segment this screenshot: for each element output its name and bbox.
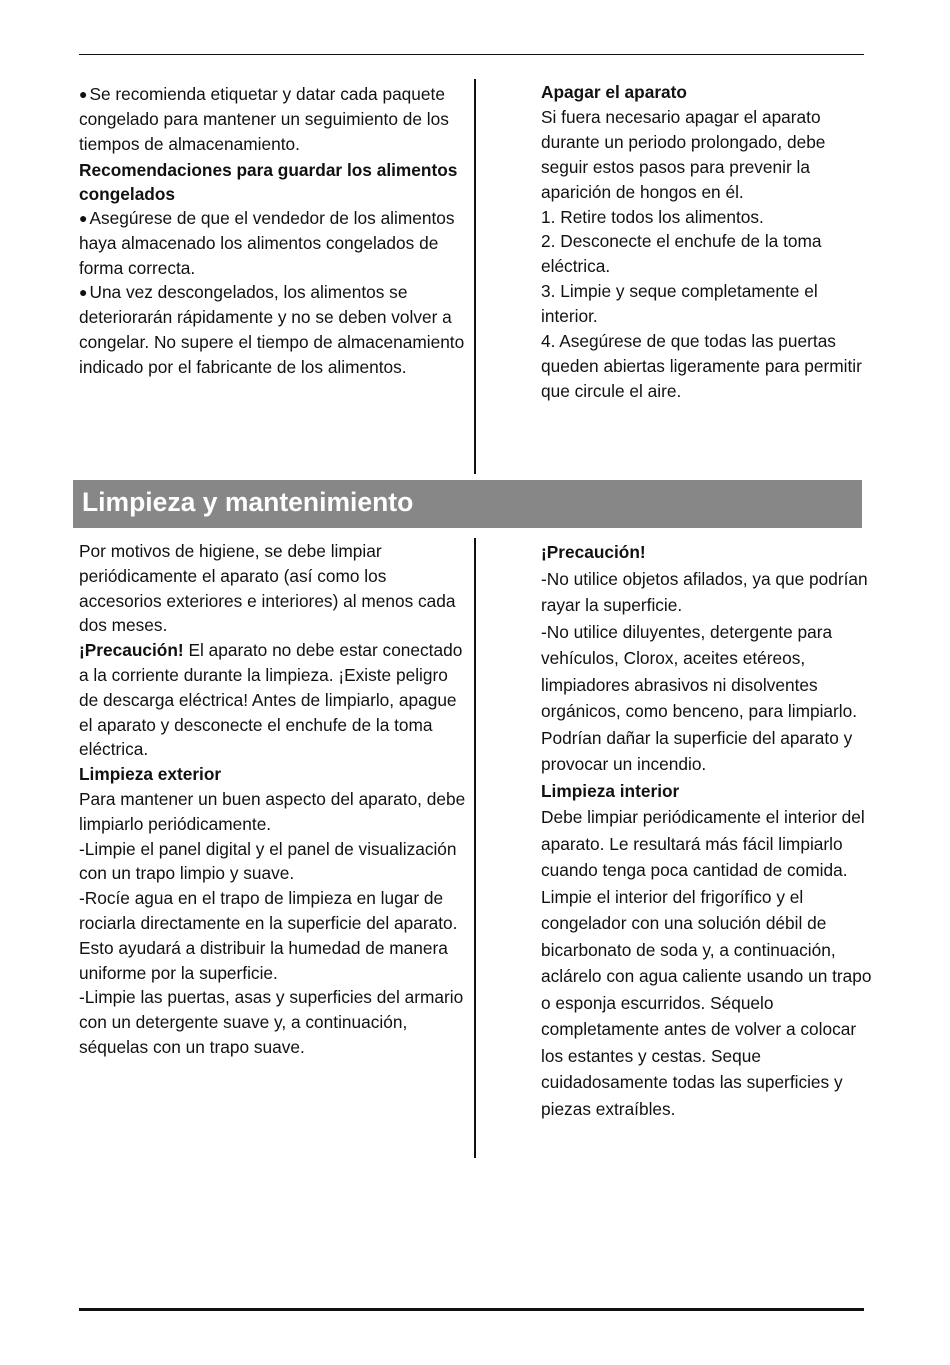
exterior-item: -Limpie el panel digital y el panel de visualización con un trapo limpio y suave.	[79, 838, 457, 884]
thaw-tip-paragraph	[79, 280, 471, 380]
bullet-icon: ●	[79, 209, 88, 226]
label-tip-paragraph	[79, 82, 471, 157]
interior-text: Debe limpiar periódicamente el interior del aparato. Le resultará más fácil limpiarlo cuando tenga poca cantidad de comida. Limpie el interior del frigorífico y el congelador con una solución débil de bicarbonato de soda y, a continuación, aclárelo con agua caliente usando un trapo o esponja escurridos. Séquelo completamente antes de volver a colocar los estantes y cestas. Seque cuidadosamente todas las superficies y piezas extraíbles.	[541, 807, 872, 1119]
cleaning-column-left	[79, 539, 471, 1060]
section-title: Limpieza y mantenimiento	[82, 487, 414, 517]
section-banner	[73, 480, 862, 528]
switch-off-intro: Si fuera necesario apagar el aparato durante un periodo prolongado, debe seguir estos pasos para prevenir la aparición de hongos en él.	[541, 106, 826, 202]
hygiene-intro: Por motivos de higiene, se debe limpiar periódicamente el aparato (así como los accesorios exteriores e interiores) al menos cada dos meses.	[79, 541, 456, 636]
column-divider	[474, 538, 476, 1158]
caution-paragraph	[79, 638, 471, 762]
cleaning-column-right	[541, 539, 876, 1122]
bullet-icon: ●	[79, 86, 88, 102]
switch-off-heading: Apagar el aparato	[541, 82, 687, 102]
caution-text: El aparato no debe estar conectado a la corriente durante la limpieza. ¡Existe peligro de descarga eléctrica! Antes de limpiarlo, apague el aparato y desconecte el enchufe de la toma eléctrica.	[79, 640, 463, 760]
frozen-food-column	[79, 82, 471, 380]
switch-off-step: 4. Asegúrese de que todas las puertas queden abiertas ligeramente para permitir que circule el aire.	[541, 331, 862, 401]
switch-off-step: 2. Desconecte el enchufe de la toma eléctrica.	[541, 231, 822, 277]
exterior-heading: Limpieza exterior	[79, 764, 222, 785]
exterior-item: -Rocíe agua en el trapo de limpieza en lugar de rociarla directamente en la superficie del aparato. Esto ayudará a distribuir la humedad de manera uniforme por la superficie.	[79, 888, 458, 983]
exterior-item: -Limpie las puertas, asas y superficies del armario con un detergente suave y, a continuación, séquelas con un trapo suave.	[79, 987, 464, 1057]
interior-heading: Limpieza interior	[541, 780, 680, 801]
label-tip-text: Se recomienda etiquetar y datar cada paquete congelado para mantener un seguimiento de los tiempos de almacenamiento.	[79, 84, 449, 154]
switch-off-step: 3. Limpie y seque completamente el interior.	[541, 281, 818, 327]
bottom-rule	[79, 1308, 864, 1311]
switch-off-column	[541, 80, 871, 404]
caution-item: -No utilice objetos afilados, ya que podrían rayar la superficie.	[541, 568, 868, 615]
vendor-tip-text: Asegúrese de que el vendedor de los alimentos haya almacenado los alimentos congelados de forma correcta.	[79, 207, 455, 278]
bullet-icon: ●	[79, 284, 88, 301]
exterior-intro: Para mantener un buen aspecto del aparato, debe limpiarlo periódicamente.	[79, 788, 466, 834]
vendor-tip-paragraph	[79, 206, 471, 281]
top-rule	[79, 54, 864, 55]
column-divider	[474, 79, 476, 474]
caution-item: -No utilice diluyentes, detergente para vehículos, Clorox, aceites etéreos, limpiadores abrasivos ni disolventes orgánicos, como benceno, para limpiarlo. Podrían dañar la superficie del aparato y provocar un incendio.	[541, 621, 858, 774]
caution-label: ¡Precaución!	[79, 640, 184, 661]
caution-heading: ¡Precaución!	[541, 542, 646, 562]
frozen-storage-heading: Recomendaciones para guardar los alimentos congelados	[79, 159, 458, 204]
thaw-tip-text: Una vez descongelados, los alimentos se deteriorarán rápidamente y no se deben volver a congelar. No supere el tiempo de almacenamiento indicado por el fabricante de los alimentos.	[79, 282, 465, 378]
switch-off-step: 1. Retire todos los alimentos.	[541, 206, 764, 227]
